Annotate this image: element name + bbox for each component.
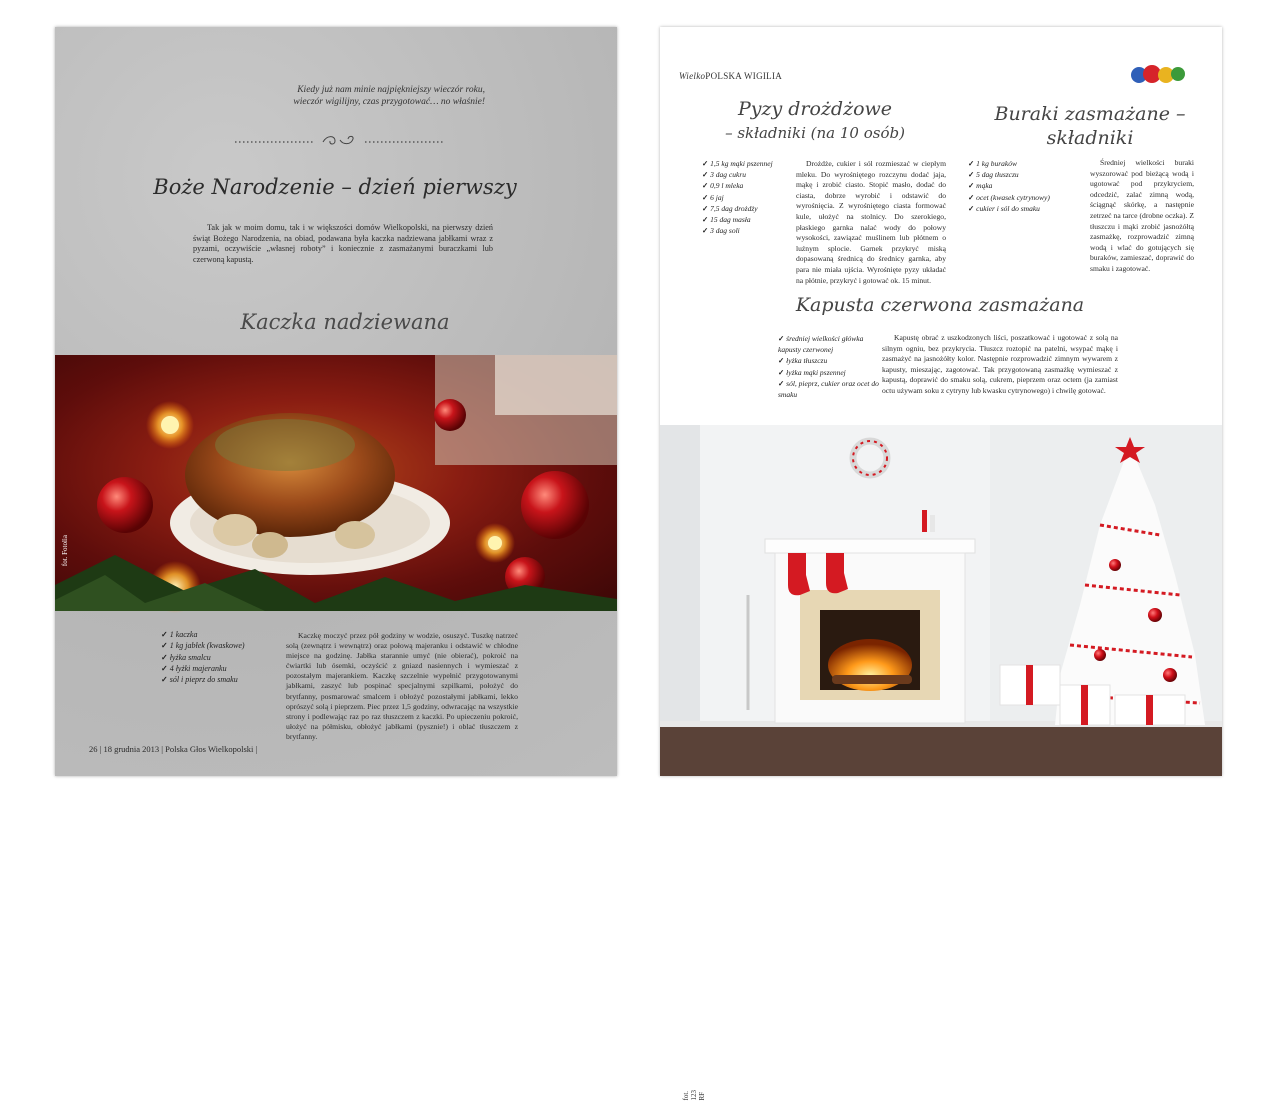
fireplace-christmas-tree-photo [660, 425, 1222, 1101]
list-item: ✓ 7,5 dag drożdży [702, 203, 792, 214]
page-footer: 26 | 18 grudnia 2013 | Polska Głos Wielkopolski | [89, 744, 258, 754]
list-item: ✓ średniej wielkości główka kapusty czerwonej [778, 333, 884, 355]
list-item: ✓ 3 dag soli [702, 225, 792, 236]
intro-quote-line1: Kiedy już nam minie najpiękniejszy wieczór roku, [297, 85, 485, 95]
list-item: ✓ łyżka smalcu [161, 652, 281, 663]
pyzy-ingredients-list [702, 158, 792, 236]
pyzy-title-line1: Pyzy drożdżowe [737, 98, 893, 120]
list-item: ✓ ocet (kwasek cytrynowy) [968, 192, 1078, 203]
list-item: ✓ 1,5 kg mąki pszennej [702, 158, 792, 169]
roast-duck-photo [55, 355, 617, 611]
list-item: ✓ 1 kg buraków [968, 158, 1078, 169]
duck-recipe-text: Kaczkę moczyć przez pół godziny w wodzie, osuszyć. Tuszkę natrzeć solą (zewnątrz i wewnątrz) oraz połową majeranku i odstawić w chłodne miejsce na godzinę. Jabłka starannie umyć (nie obierać), pokroić na ćwiartki lub ósemki, oczyścić z gniazd nasiennych i wymieszać z pozostałym majerankiem. Kaczkę szczelnie wypełnić przygotowanymi jabłkami, zaszyć lub pospinać specjalnymi szpilkami, położyć do brytfanny, posmarować smalcem i obłożyć pozostałymi jabłkami, lekko oprószyć solą i pieprzem. Piec przez 1,5 godziny, odwracając na wszystkie strony i podlewając raz po raz tłuszczem z kaczki. Po upieczeniu pokroić, ułożyć na półmisku, obłożyć jabłkami (pysznie!) i oblać tłuszczem z brytfanny. [286, 631, 518, 741]
list-item: ✓ cukier i sól do smaku [968, 203, 1078, 214]
list-item: ✓ 4 łyżki majeranku [161, 663, 281, 674]
section-label-prefix: Wielko [679, 71, 706, 81]
baubles-icon [1130, 61, 1186, 85]
list-item: ✓ 1 kaczka [161, 629, 281, 640]
kapusta-recipe-text: Kapustę obrać z uszkodzonych liści, poszatkować i ugotować z solą na silnym ogniu, bez przykrycia. Tłuszcz roztopić na patelni, wsypać mąkę i zasmażyć na jasnożółty kolor. Następnie rozprowadzić zimnym wywarem z kapusty, mieszając, zagotować. Tak przygotowaną zasmażkę wymieszać z kapustą, doprawić do smaku solą, cukrem, pieprzem oraz octem (ja zamiast octu używam soku z cytryny lub kwasku cytrynowego) i chwilę gotować. [882, 333, 1118, 395]
roast-duck-illustration [55, 355, 617, 611]
buraki-title-line2: składniki [1046, 127, 1134, 149]
pyzy-title-line2: – składniki (na 10 osób) [725, 124, 905, 142]
photo-credit-right: fot. 123 RF [682, 1090, 706, 1101]
kapusta-ingredients-list [778, 333, 884, 400]
section-label-main: POLSKA WIGILIA [705, 71, 783, 81]
intro-quote-line2: wieczór wigilijny, czas przygotować… no właśnie! [293, 97, 485, 107]
left-page [55, 27, 617, 776]
recipe-heading-buraki [970, 102, 1210, 150]
photo-credit-left: fot. Fotolia [61, 535, 69, 567]
recipe-heading-pyzy [690, 97, 940, 145]
list-item: ✓ sól, pieprz, cukier oraz ocet do smaku [778, 378, 884, 400]
flourish-ornament [235, 133, 445, 147]
list-item: ✓ sól i pieprz do smaku [161, 674, 281, 685]
lead-paragraph: Tak jak w moim domu, tak i w większości domów Wielkopolski, na pierwszy dzień świąt Bożego Narodzenia, na obiad, podawana była kaczka nadziewana jabłkami wraz z pyzami, oczywiście „własnej roboty” i koniecznie z zasmażanymi buraczkami lub czerwoną kapustą. [193, 223, 493, 264]
duck-ingredients-list [161, 629, 281, 685]
pyzy-recipe-text: Drożdże, cukier i sól rozmieszać w ciepłym mleku. Do wyrośniętego rozczynu dodać jaja, mąkę i zrobić ciasto. Stopić masło, dodać do ciasta, dobrze wyrobić i odstawić do wyrośnięcia. Z wyrośniętego ciasta formować kule, ułożyć na stolnicy. Do szerokiego, płaskiego garnka nalać wody do połowy wysokości, zawiązać muślinem lub płótnem o luźnym splocie. Garnek przykryć miską dopasowaną średnicą do średnicy garnka, aby para nie miała ujścia. Wyrośnięte pyzy układać na płótnie, przykryć i gotować ok. 15 minut. [796, 159, 946, 285]
buraki-recipe-text: Średniej wielkości buraki wyszorować pod bieżącą wodą i ugotować pod przykryciem, odcedzić, zalać zimną wodą, ściągnąć skórkę, a następnie zetrzeć na tarce (drobne oczka). Z tłuszczu i mąki zrobić jasnożółtą zasmażkę, rozprowadzić zimną wodą i wlać do gotujących się buraków, zamieszać, doprawić do smaku i zagotować. [1090, 158, 1194, 273]
recipe-heading-duck: Kaczka nadziewana [240, 310, 450, 334]
list-item: ✓ 15 dag masła [702, 214, 792, 225]
list-item: ✓ 6 jaj [702, 192, 792, 203]
list-item: ✓ mąka [968, 180, 1078, 191]
list-item: ✓ 3 dag cukru [702, 169, 792, 180]
buraki-ingredients-list [968, 158, 1078, 214]
list-item: ✓ 5 dag tłuszczu [968, 169, 1078, 180]
section-label [679, 71, 782, 81]
list-item: ✓ 1 kg jabłek (kwaskowe) [161, 640, 281, 651]
page-title: Boże Narodzenie – dzień pierwszy [153, 175, 517, 199]
fireplace-illustration [660, 425, 1222, 776]
list-item: ✓ łyżka mąki pszennej [778, 367, 884, 378]
intro-quote [205, 84, 485, 108]
list-item: ✓ 0,9 l mleka [702, 180, 792, 191]
buraki-title-line1: Buraki zasmażane – [994, 103, 1186, 125]
list-item: ✓ łyżka tłuszczu [778, 355, 884, 366]
right-page [660, 27, 1222, 1101]
recipe-heading-kapusta: Kapusta czerwona zasmażana [795, 294, 1085, 316]
